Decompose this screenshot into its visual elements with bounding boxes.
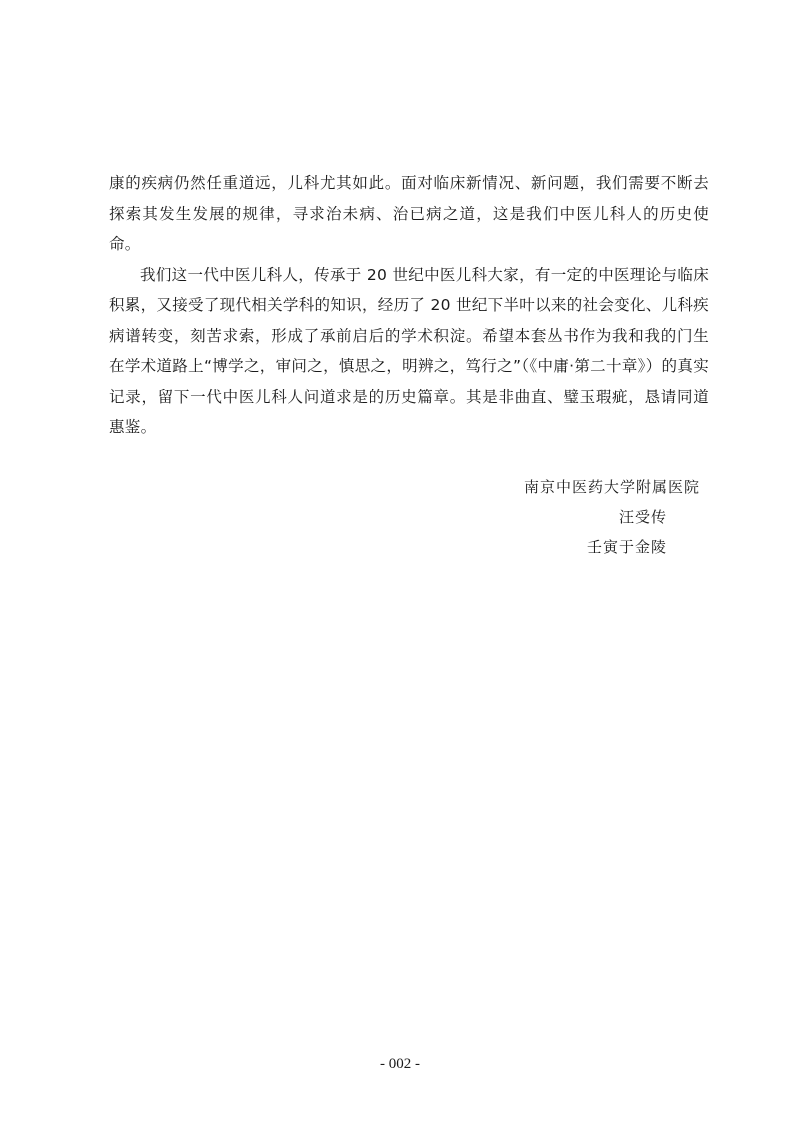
body-text <box>109 168 709 443</box>
signature-institution: 南京中医药大学附属医院 <box>523 478 700 496</box>
signature-date-place: 壬寅于金陵 <box>586 538 667 556</box>
page-number: - 002 - <box>380 1056 420 1072</box>
signature-block <box>524 472 700 562</box>
signature-author: 汪受传 <box>618 508 667 526</box>
paragraph-continuation: 康的疾病仍然任重道远，儿科尤其如此。面对临床新情况、新问题，我们需要不断去探索其发生发展的规律，寻求治未病、治已病之道，这是我们中医儿科人的历史使命。 <box>109 174 709 253</box>
paragraph-main: 我们这一代中医儿科人，传承于 20 世纪中医儿科大家，有一定的中医理论与临床积累，又接受了现代相关学科的知识，经历了 20 世纪下半叶以来的社会变化、儿科疾病谱转变，刻苦求索，形成了承前启后的学术积淀。希望本套丛书作为我和我的门生在学术道路上“博学之，审问之，慎思之，明辨之，笃行之”（《中庸·第二十章》）的真实记录，留下一代中医儿科人问道求是的历史篇章。其是非曲直、璧玉瑕疵，恳请同道惠鉴。 <box>109 265 709 436</box>
